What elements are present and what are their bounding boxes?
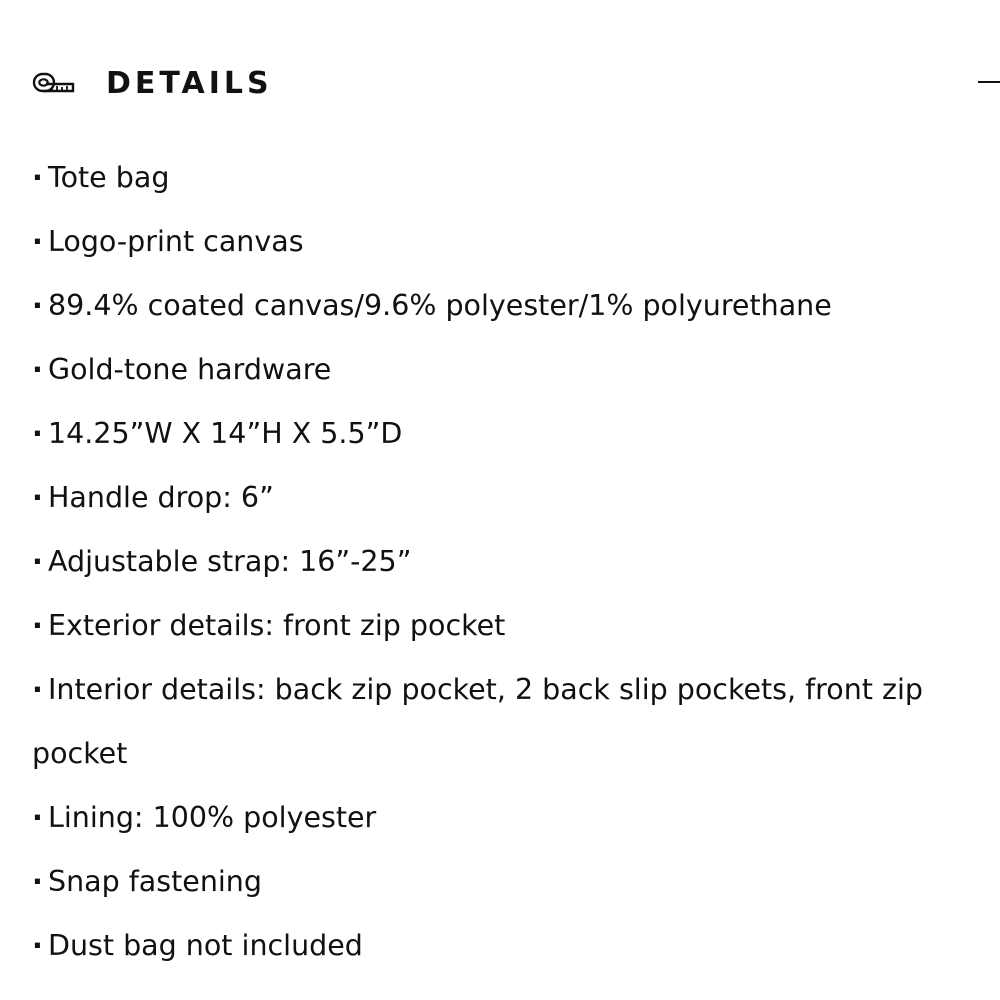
bullet: · bbox=[32, 801, 43, 834]
bullet: · bbox=[32, 225, 43, 258]
details-section-title: DETAILS bbox=[106, 66, 273, 101]
list-item-continuation bbox=[32, 722, 1000, 786]
list-item-text: Gold-tone hardware bbox=[48, 353, 332, 386]
list-item-text: Tote bag bbox=[48, 161, 170, 194]
list-item bbox=[32, 658, 1000, 722]
details-list bbox=[32, 146, 1000, 978]
list-item-text: 14.25”W X 14”H X 5.5”D bbox=[48, 417, 403, 450]
bullet: · bbox=[32, 545, 43, 578]
list-item-text: Logo-print canvas bbox=[48, 225, 304, 258]
details-accordion-header[interactable] bbox=[32, 58, 1000, 110]
list-item bbox=[32, 594, 1000, 658]
bullet: · bbox=[32, 673, 43, 706]
list-item-text: Adjustable strap: 16”-25” bbox=[48, 545, 412, 578]
list-item-text: Interior details: back zip pocket, 2 back slip pockets, front zip bbox=[48, 673, 923, 706]
bullet: · bbox=[32, 929, 43, 962]
tape-measure-icon bbox=[32, 71, 76, 95]
bullet: · bbox=[32, 481, 43, 514]
bullet: · bbox=[32, 609, 43, 642]
list-item bbox=[32, 914, 1000, 978]
bullet: · bbox=[32, 417, 43, 450]
list-item bbox=[32, 850, 1000, 914]
list-item bbox=[32, 786, 1000, 850]
list-item-text: Snap fastening bbox=[48, 865, 262, 898]
list-item-text: 89.4% coated canvas/9.6% polyester/1% polyurethane bbox=[48, 289, 832, 322]
list-item bbox=[32, 146, 1000, 210]
list-item bbox=[32, 466, 1000, 530]
list-item-text: Dust bag not included bbox=[48, 929, 363, 962]
list-item bbox=[32, 210, 1000, 274]
bullet: · bbox=[32, 161, 43, 194]
list-item bbox=[32, 338, 1000, 402]
list-item bbox=[32, 274, 1000, 338]
bullet: · bbox=[32, 353, 43, 386]
list-item-text: Handle drop: 6” bbox=[48, 481, 274, 514]
bullet: · bbox=[32, 865, 43, 898]
list-item-text: Lining: 100% polyester bbox=[48, 801, 377, 834]
list-item bbox=[32, 530, 1000, 594]
list-item bbox=[32, 402, 1000, 466]
list-item-text: Exterior details: front zip pocket bbox=[48, 609, 506, 642]
minus-icon[interactable] bbox=[978, 81, 1000, 83]
list-item-text: pocket bbox=[32, 737, 128, 770]
bullet: · bbox=[32, 289, 43, 322]
